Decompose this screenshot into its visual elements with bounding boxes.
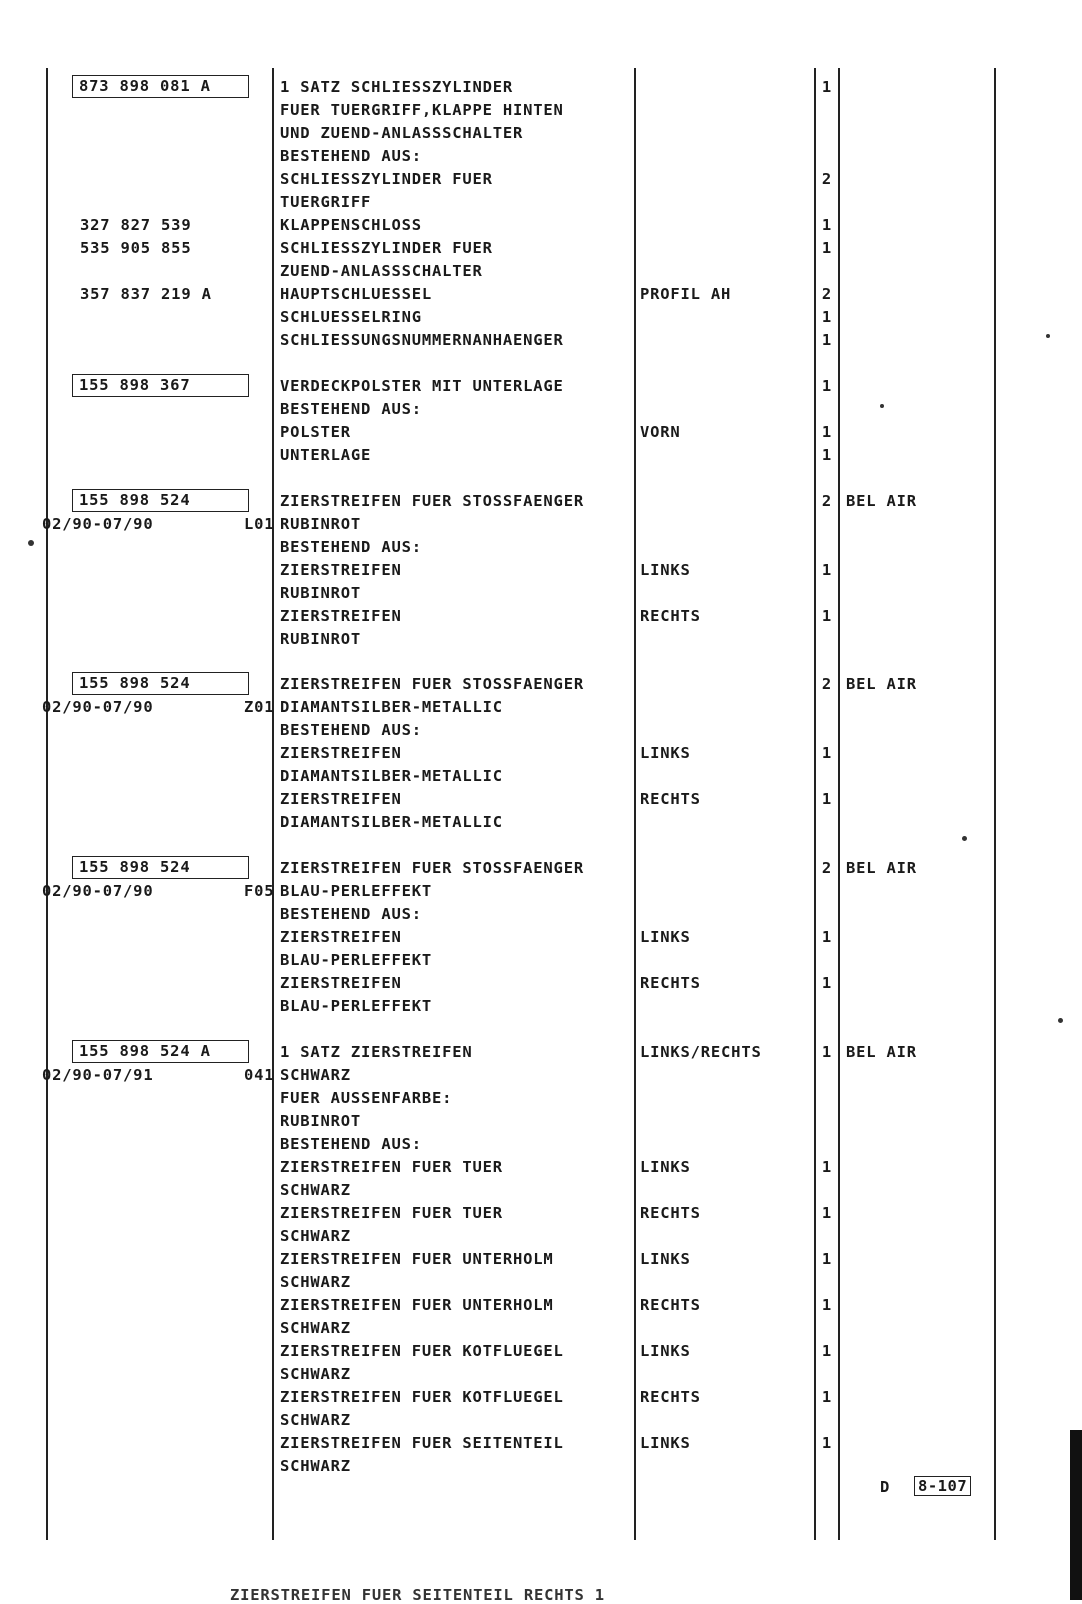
- description: BESTEHEND AUS:: [280, 721, 422, 739]
- description: RUBINROT: [280, 1112, 362, 1130]
- quantity: 2: [821, 170, 832, 188]
- quantity: 1: [821, 744, 832, 762]
- remark: BEL AIR: [846, 859, 917, 877]
- description: TUERGRIFF: [280, 193, 372, 211]
- part-number-box: [72, 75, 249, 98]
- description: HAUPTSCHLUESSEL: [280, 285, 432, 303]
- quantity: 1: [821, 239, 832, 257]
- description: ZIERSTREIFEN: [280, 928, 402, 946]
- position: RECHTS: [640, 607, 701, 625]
- rule-qty-right: [838, 68, 840, 1540]
- description: BESTEHEND AUS:: [280, 1135, 422, 1153]
- description: ZUEND-ANLASSSCHALTER: [280, 262, 483, 280]
- bottom-cut-line: ZIERSTREIFEN FUER SEITENTEIL RECHTS 1: [230, 1586, 605, 1604]
- description: VERDECKPOLSTER MIT UNTERLAGE: [280, 377, 564, 395]
- quantity: 1: [821, 1250, 832, 1268]
- description: SCHWARZ: [280, 1066, 351, 1084]
- description: BLAU-PERLEFFEKT: [280, 951, 432, 969]
- quantity: 1: [821, 446, 832, 464]
- description: ZIERSTREIFEN: [280, 974, 402, 992]
- position: LINKS/RECHTS: [640, 1043, 762, 1061]
- position: LINKS: [640, 1434, 691, 1452]
- part-number-sub: 327 827 539: [80, 216, 192, 234]
- description: ZIERSTREIFEN FUER KOTFLUEGEL: [280, 1388, 564, 1406]
- description: 1 SATZ SCHLIESSZYLINDER: [280, 78, 514, 96]
- description: ZIERSTREIFEN FUER TUER: [280, 1158, 503, 1176]
- description: SCHLIESSZYLINDER FUER: [280, 239, 493, 257]
- quantity: 1: [821, 790, 832, 808]
- description: SCHWARZ: [280, 1457, 351, 1475]
- date-range: 02/90-07/90: [42, 515, 154, 533]
- part-number: 155 898 524: [79, 858, 191, 876]
- rule-desc: [272, 68, 274, 1540]
- description: ZIERSTREIFEN FUER SEITENTEIL: [280, 1434, 564, 1452]
- part-number: 155 898 524 A: [79, 1042, 211, 1060]
- description: BESTEHEND AUS:: [280, 400, 422, 418]
- date-range: 02/90-07/90: [42, 882, 154, 900]
- description: ZIERSTREIFEN FUER STOSSFAENGER: [280, 675, 584, 693]
- part-number-box: [72, 374, 249, 397]
- footer-page-number: 8-107: [914, 1476, 971, 1496]
- quantity: 1: [821, 423, 832, 441]
- quantity: 1: [821, 331, 832, 349]
- part-number-sub: 357 837 219 A: [80, 285, 212, 303]
- part-number: 155 898 524: [79, 491, 191, 509]
- quantity: 1: [821, 1342, 832, 1360]
- position: LINKS: [640, 1250, 691, 1268]
- description: ZIERSTREIFEN FUER UNTERHOLM: [280, 1296, 554, 1314]
- description: SCHLIESSUNGSNUMMERNANHAENGER: [280, 331, 564, 349]
- description: ZIERSTREIFEN: [280, 607, 402, 625]
- part-number-box: [72, 672, 249, 695]
- quantity: 1: [821, 1204, 832, 1222]
- description: ZIERSTREIFEN FUER TUER: [280, 1204, 503, 1222]
- description: BLAU-PERLEFFEKT: [280, 997, 432, 1015]
- description: 1 SATZ ZIERSTREIFEN: [280, 1043, 473, 1061]
- quantity: 2: [821, 285, 832, 303]
- position: LINKS: [640, 744, 691, 762]
- scan-speck: [880, 404, 884, 408]
- quantity: 1: [821, 377, 832, 395]
- quantity: 1: [821, 928, 832, 946]
- description: ZIERSTREIFEN: [280, 790, 402, 808]
- quantity: 2: [821, 675, 832, 693]
- description: SCHLUESSELRING: [280, 308, 422, 326]
- description: ZIERSTREIFEN: [280, 561, 402, 579]
- description: ZIERSTREIFEN FUER STOSSFAENGER: [280, 859, 584, 877]
- quantity: 1: [821, 1296, 832, 1314]
- quantity: 1: [821, 1388, 832, 1406]
- scan-speck: [28, 540, 34, 546]
- description: ZIERSTREIFEN FUER KOTFLUEGEL: [280, 1342, 564, 1360]
- part-number: 155 898 367: [79, 376, 191, 394]
- remark: BEL AIR: [846, 675, 917, 693]
- part-number-sub: 535 905 855: [80, 239, 192, 257]
- color-code: F05: [244, 882, 275, 900]
- description: DIAMANTSILBER-METALLIC: [280, 698, 503, 716]
- description: ZIERSTREIFEN: [280, 744, 402, 762]
- description: DIAMANTSILBER-METALLIC: [280, 813, 503, 831]
- description: ZIERSTREIFEN FUER UNTERHOLM: [280, 1250, 554, 1268]
- description: RUBINROT: [280, 584, 362, 602]
- position: RECHTS: [640, 790, 701, 808]
- position: RECHTS: [640, 974, 701, 992]
- quantity: 1: [821, 1158, 832, 1176]
- scan-edge: [1070, 1430, 1082, 1600]
- description: ZIERSTREIFEN FUER STOSSFAENGER: [280, 492, 584, 510]
- description: SCHWARZ: [280, 1181, 351, 1199]
- position: LINKS: [640, 928, 691, 946]
- remark: BEL AIR: [846, 1043, 917, 1061]
- color-code: L01: [244, 515, 275, 533]
- remark: BEL AIR: [846, 492, 917, 510]
- position: VORN: [640, 423, 681, 441]
- part-number-box: [72, 856, 249, 879]
- part-number: 155 898 524: [79, 674, 191, 692]
- description: SCHWARZ: [280, 1365, 351, 1383]
- part-number-box: [72, 1040, 249, 1063]
- description: DIAMANTSILBER-METALLIC: [280, 767, 503, 785]
- quantity: 2: [821, 859, 832, 877]
- scan-speck: [962, 836, 967, 841]
- description: POLSTER: [280, 423, 351, 441]
- date-range: 02/90-07/91: [42, 1066, 154, 1084]
- rule-pos: [634, 68, 636, 1540]
- description: KLAPPENSCHLOSS: [280, 216, 422, 234]
- description: UNTERLAGE: [280, 446, 372, 464]
- rule-left: [46, 68, 48, 1540]
- quantity: 2: [821, 492, 832, 510]
- color-code: 041: [244, 1066, 275, 1084]
- position: LINKS: [640, 561, 691, 579]
- quantity: 1: [821, 974, 832, 992]
- description: FUER TUERGRIFF,KLAPPE HINTEN: [280, 101, 564, 119]
- description: BLAU-PERLEFFEKT: [280, 882, 432, 900]
- scan-speck: [1046, 334, 1050, 338]
- description: RUBINROT: [280, 630, 362, 648]
- description: BESTEHEND AUS:: [280, 905, 422, 923]
- position: RECHTS: [640, 1388, 701, 1406]
- rule-qty-left: [814, 68, 816, 1540]
- rule-right: [994, 68, 996, 1540]
- footer-code: D: [880, 1478, 891, 1496]
- part-number-box: [72, 489, 249, 512]
- description: RUBINROT: [280, 515, 362, 533]
- position: LINKS: [640, 1158, 691, 1176]
- description: SCHWARZ: [280, 1227, 351, 1245]
- position: PROFIL AH: [640, 285, 732, 303]
- description: BESTEHEND AUS:: [280, 147, 422, 165]
- scan-speck: [1058, 1018, 1063, 1023]
- description: SCHWARZ: [280, 1273, 351, 1291]
- quantity: 1: [821, 308, 832, 326]
- quantity: 1: [821, 1043, 832, 1061]
- part-number: 873 898 081 A: [79, 77, 211, 95]
- description: SCHWARZ: [280, 1411, 351, 1429]
- color-code: Z01: [244, 698, 275, 716]
- date-range: 02/90-07/90: [42, 698, 154, 716]
- description: SCHWARZ: [280, 1319, 351, 1337]
- position: LINKS: [640, 1342, 691, 1360]
- description: FUER AUSSENFARBE:: [280, 1089, 453, 1107]
- position: RECHTS: [640, 1204, 701, 1222]
- description: SCHLIESSZYLINDER FUER: [280, 170, 493, 188]
- description: UND ZUEND-ANLASSSCHALTER: [280, 124, 524, 142]
- quantity: 1: [821, 1434, 832, 1452]
- quantity: 1: [821, 78, 832, 96]
- quantity: 1: [821, 216, 832, 234]
- quantity: 1: [821, 561, 832, 579]
- position: RECHTS: [640, 1296, 701, 1314]
- description: BESTEHEND AUS:: [280, 538, 422, 556]
- quantity: 1: [821, 607, 832, 625]
